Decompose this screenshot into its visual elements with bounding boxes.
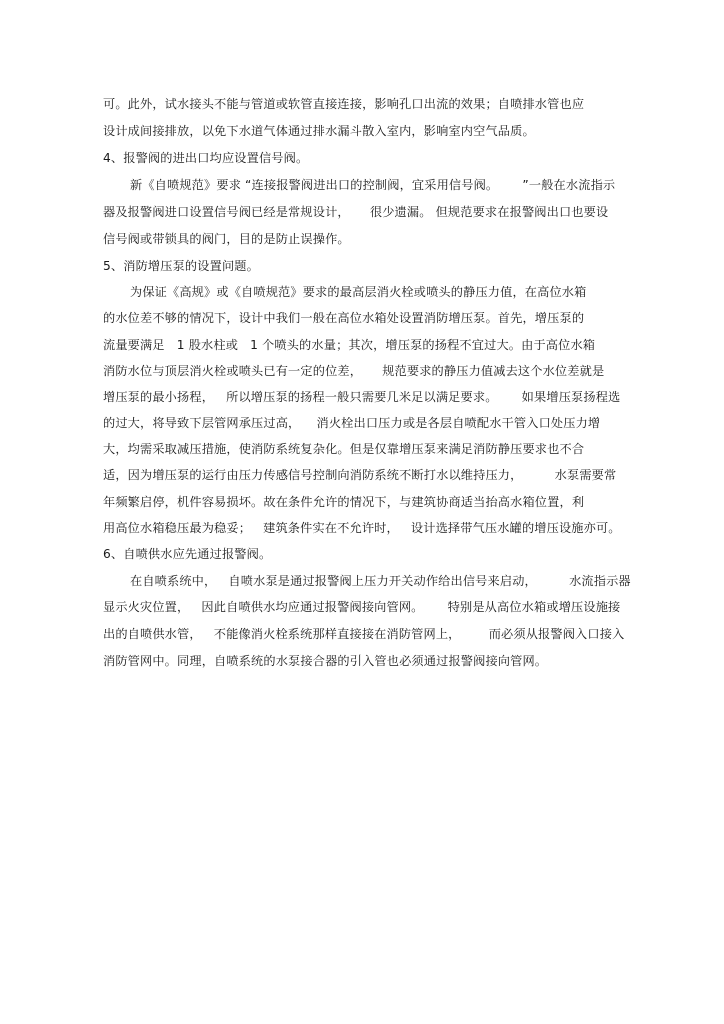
paragraph-first-line: 在自喷系统中， 自喷水泵是通过报警阀上压力开关动作给出信号来启动， 水流指示器 (130, 574, 631, 588)
text-line: 大，均需采取减压措施，使消防系统复杂化。但是仅靠增压泵来满足消防静压要求也不合 (103, 442, 585, 456)
text-line: 流量要满足 1 股水柱或 1 个喷头的水量；其次，增压泵的扬程不宜过大。由于高位水箱 (103, 338, 596, 352)
text-line: 设计成间接排放，以免下水道气体通过排水漏斗散入室内，影响室内空气品质。 (103, 124, 535, 138)
paragraph-first-line: 为保证《高规》或《自喷规范》要求的最高层消火栓或喷头的静压力值，在高位水箱 (130, 285, 587, 299)
section-heading: 5、消防增压泵的设置问题。 (103, 259, 259, 273)
text-line: 的水位差不够的情况下，设计中我们一般在高位水箱处设置消防增压泵。首先，增压泵的 (103, 311, 585, 325)
text-line: 消防水位与顶层消火栓或喷头已有一定的位差， 规范要求的静压力值减去这个水位差就是 (103, 364, 605, 378)
text-line: 出的自喷供水管， 不能像消火栓系统那样直接接在消防管网上， 而必须从报警阀入口接入 (103, 627, 625, 641)
text-line: 消防管网中。同理，自喷系统的水泵接合器的引入管也必须通过报警阀接向管网。 (103, 654, 548, 668)
text-line: 年频繁启停，机件容易损坏。故在条件允许的情况下，与建筑协商适当抬高水箱位置，利 (103, 495, 585, 509)
text-line: 增压泵的最小扬程， 所以增压泵的扬程一般只需要几米足以满足要求。 如果增压泵扬程选 (103, 390, 621, 404)
paragraph-first-line: 新《自喷规范》要求 “连接报警阀进出口的控制阀，宜采用信号阀。 ”一般在水流指示 (130, 178, 616, 192)
text-line: 显示火灾位置， 因此自喷供水均应通过报警阀接向管网。 特别是从高位水箱或增压设施接 (103, 600, 621, 614)
text-line: 可。此外，试水接头不能与管道或软管直接连接，影响孔口出流的效果；自喷排水管也应 (103, 97, 585, 111)
text-line: 的过大，将导致下层管网承压过高， 消火栓出口压力或是各层自喷配水干管入口处压力增 (103, 416, 601, 430)
text-line: 信号阀或带锁具的阀门，目的是防止误操作。 (103, 232, 350, 246)
section-heading: 6、自喷供水应先通过报警阀。 (103, 547, 272, 561)
section-heading: 4、报警阀的进出口均应设置信号阀。 (103, 151, 309, 165)
text-line: 适，因为增压泵的运行由压力传感信号控制向消防系统不断打水以维持压力， 水泵需要常 (103, 468, 617, 482)
text-line: 用高位水箱稳压最为稳妥； 建筑条件实在不允许时， 设计选择带气压水罐的增压设施亦可。 (103, 521, 621, 535)
text-line: 器及报警阀进口设置信号阀已经是常规设计， 很少遗漏。 但规范要求在报警阀出口也要设 (103, 205, 609, 219)
